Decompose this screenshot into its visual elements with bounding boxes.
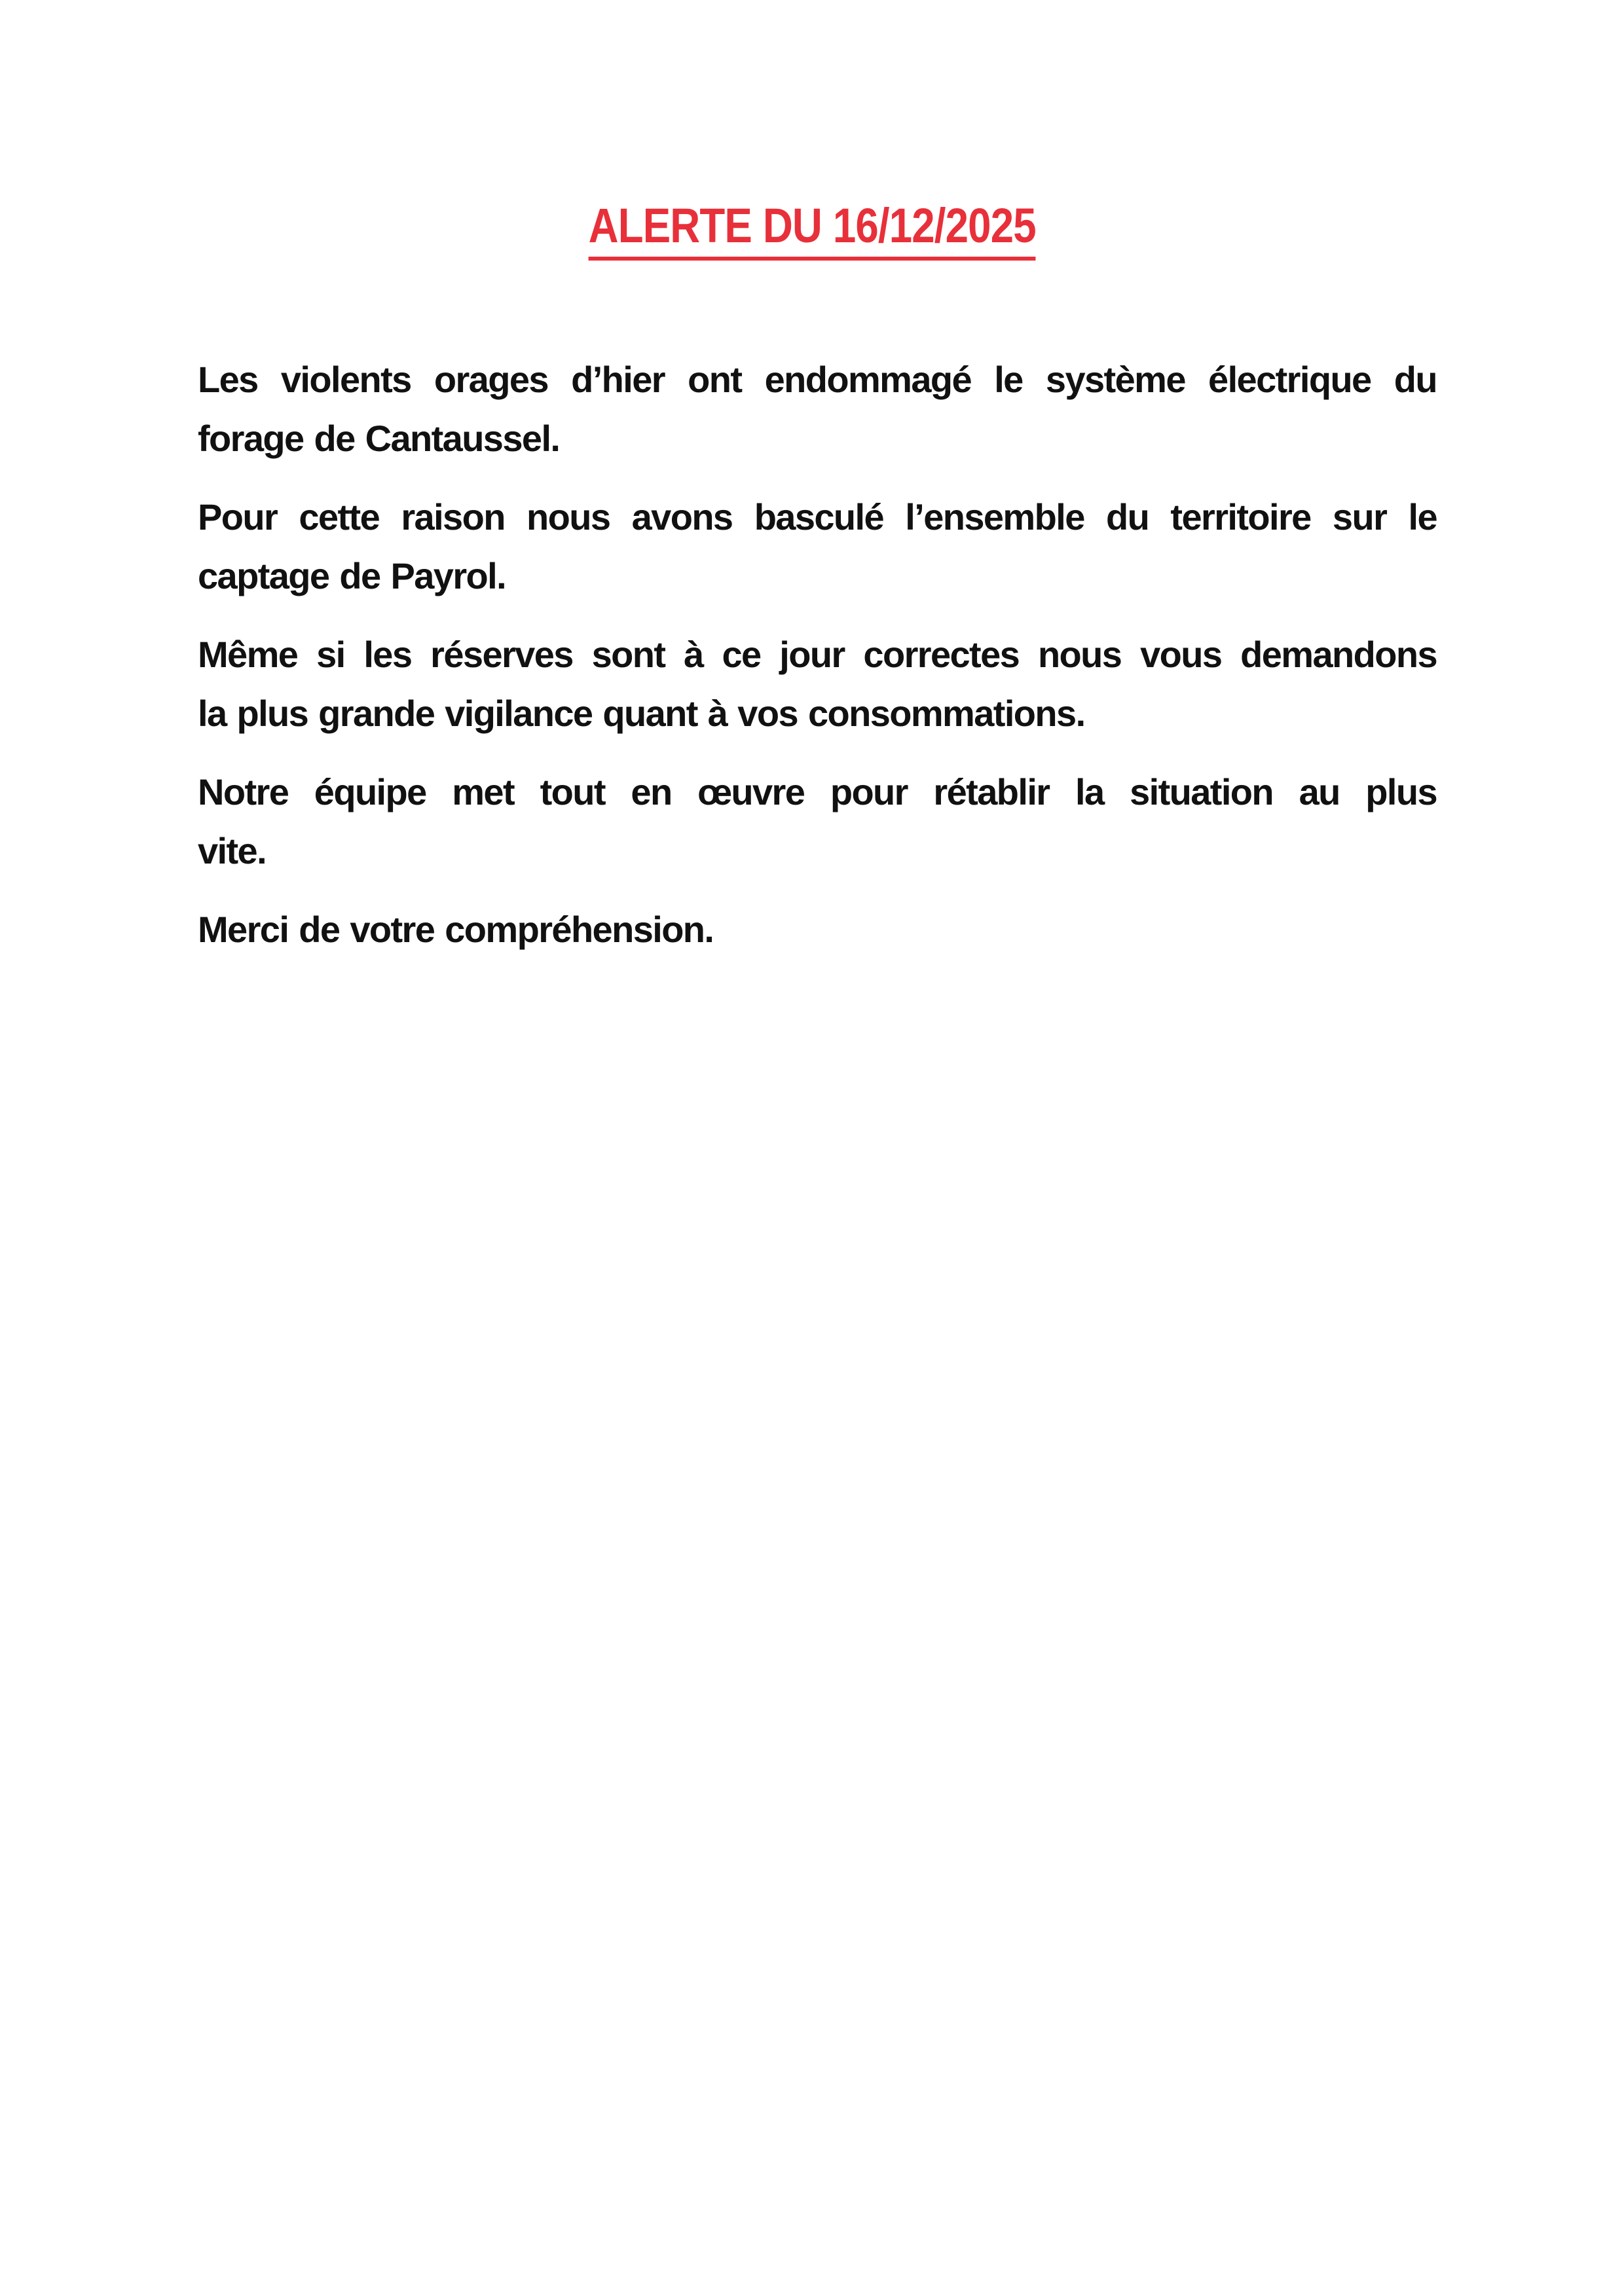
paragraph-line: Même si les réserves sont à ce jour correctes nous vous demandons [198, 634, 1437, 675]
paragraph-line: Notre équipe met tout en œuvre pour rétablir la situation au plus [198, 771, 1437, 812]
paragraph-thanks [198, 900, 1437, 959]
paragraph-line: Les violents orages d’hier ont endommagé le système électrique du [198, 359, 1437, 400]
paragraph-team-effort [198, 763, 1437, 881]
paragraph-line: Merci de votre compréhension. [198, 909, 714, 950]
paragraph-source-switch [198, 488, 1437, 606]
paragraph-line: la plus grande vigilance quant à vos consommations. [198, 693, 1085, 734]
paragraph-storm-damage [198, 350, 1437, 468]
alert-title [0, 196, 1624, 261]
paragraph-line: vite. [198, 830, 267, 871]
alert-title-text: ALERTE DU 16/12/2025 [588, 196, 1035, 261]
paragraph-line: Pour cette raison nous avons basculé l’ensemble du territoire sur le [198, 496, 1437, 538]
paragraph-line: forage de Cantaussel. [198, 418, 560, 459]
alert-body [198, 350, 1437, 979]
paragraph-vigilance [198, 625, 1437, 743]
paragraph-line: captage de Payrol. [198, 555, 506, 596]
